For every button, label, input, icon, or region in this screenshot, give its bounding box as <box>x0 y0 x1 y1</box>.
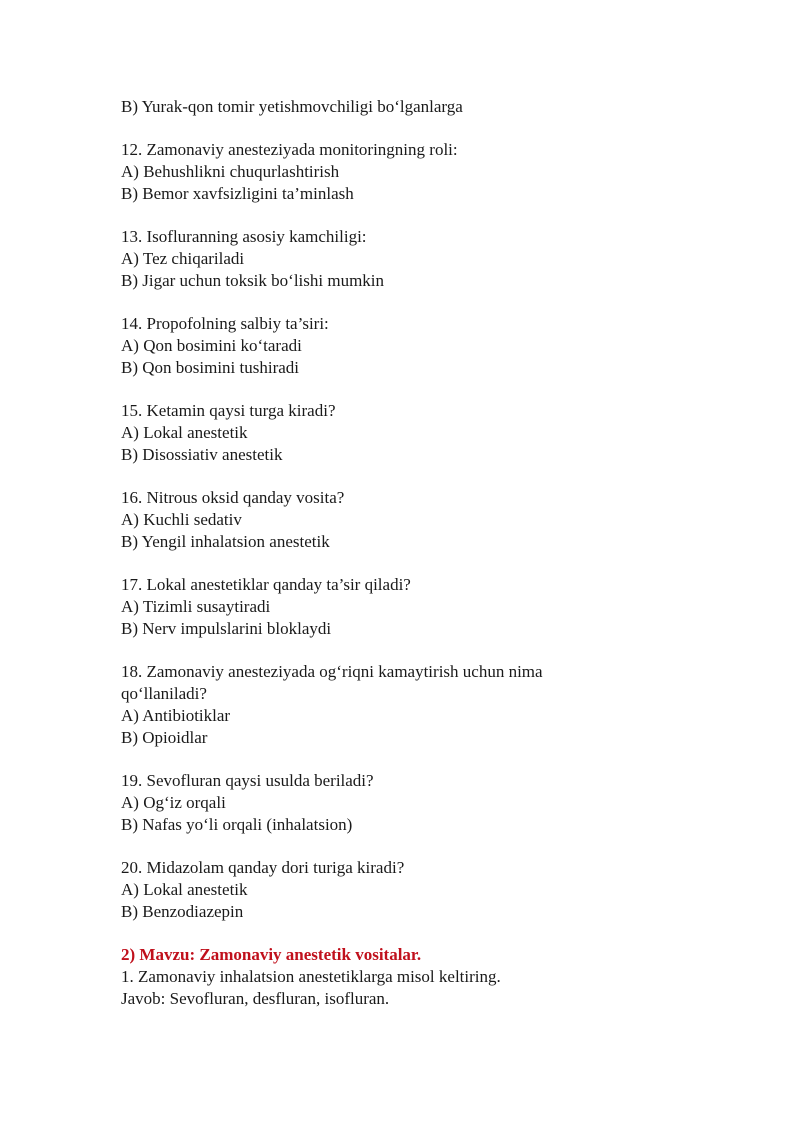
question-text: qo‘llaniladi? <box>121 684 207 703</box>
question-block <box>121 661 721 749</box>
question-block <box>121 226 721 292</box>
section-question: 1. Zamonaviy inhalatsion anestetiklarga misol keltiring. <box>121 967 501 986</box>
question-text: 20. Midazolam qanday dori turiga kiradi? <box>121 858 405 877</box>
answer-option-a: A) Og‘iz orqali <box>121 793 226 812</box>
question-block <box>121 574 721 640</box>
question-block <box>121 487 721 553</box>
answer-option-b: B) Qon bosimini tushiradi <box>121 358 300 377</box>
answer-option-b: B) Nafas yo‘li orqali (inhalatsion) <box>121 815 353 834</box>
question-text: 16. Nitrous oksid qanday vosita? <box>121 488 345 507</box>
answer-option-a: A) Behushlikni chuqurlashtirish <box>121 162 340 181</box>
section-block <box>121 944 721 1010</box>
answer-option-b: B) Yurak-qon tomir yetishmovchiligi bo‘lganlarga <box>121 97 463 116</box>
question-list <box>121 139 721 923</box>
question-block <box>121 313 721 379</box>
answer-option-a: A) Tizimli susaytiradi <box>121 597 271 616</box>
answer-option-b: B) Disossiativ anestetik <box>121 445 283 464</box>
question-block <box>121 400 721 466</box>
answer-option-b: B) Bemor xavfsizligini ta’minlash <box>121 184 354 203</box>
answer-option-a: A) Kuchli sedativ <box>121 510 242 529</box>
answer-option-a: A) Lokal anestetik <box>121 880 248 899</box>
section-title: 2) Mavzu: Zamonaviy anestetik vositalar. <box>121 945 422 964</box>
question-block <box>121 139 721 205</box>
question-text: 18. Zamonaviy anesteziyada og‘riqni kamaytirish uchun nima <box>121 662 543 681</box>
question-text: 13. Isofluranning asosiy kamchiligi: <box>121 227 367 246</box>
answer-option-a: A) Lokal anestetik <box>121 423 248 442</box>
answer-option-b: B) Yengil inhalatsion anestetik <box>121 532 330 551</box>
answer-option-b: B) Opioidlar <box>121 728 208 747</box>
previous-answer-block <box>121 96 721 118</box>
question-block <box>121 770 721 836</box>
answer-option-a: A) Qon bosimini ko‘taradi <box>121 336 302 355</box>
document-page <box>121 96 721 1010</box>
question-text: 19. Sevofluran qaysi usulda beriladi? <box>121 771 374 790</box>
question-text: 17. Lokal anestetiklar qanday ta’sir qiladi? <box>121 575 411 594</box>
question-text: 14. Propofolning salbiy ta’siri: <box>121 314 329 333</box>
question-text: 15. Ketamin qaysi turga kiradi? <box>121 401 336 420</box>
answer-option-a: A) Tez chiqariladi <box>121 249 245 268</box>
section-answer: Javob: Sevofluran, desfluran, isofluran. <box>121 989 390 1008</box>
question-block <box>121 857 721 923</box>
answer-option-b: B) Nerv impulslarini bloklaydi <box>121 619 332 638</box>
question-text: 12. Zamonaviy anesteziyada monitoringning roli: <box>121 140 458 159</box>
answer-option-b: B) Benzodiazepin <box>121 902 244 921</box>
answer-option-a: A) Antibiotiklar <box>121 706 231 725</box>
answer-option-b: B) Jigar uchun toksik bo‘lishi mumkin <box>121 271 385 290</box>
